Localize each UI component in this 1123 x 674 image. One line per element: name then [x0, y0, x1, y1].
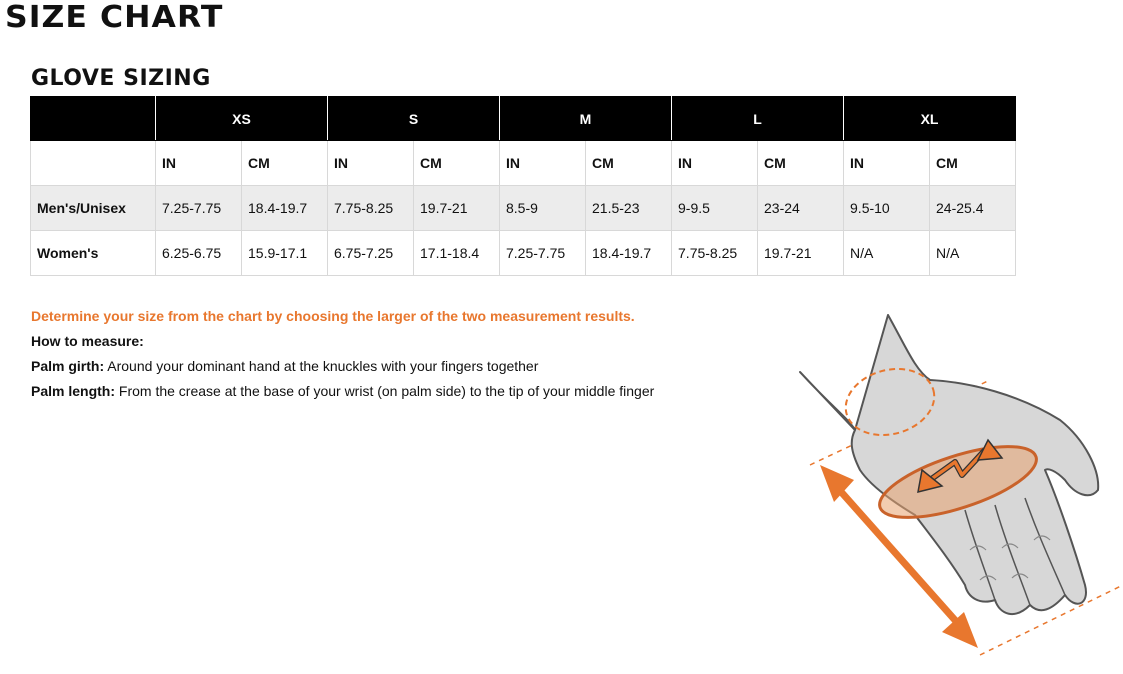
palm-girth-text: Around your dominant hand at the knuckles with your fingers together [104, 358, 539, 374]
unit-in: IN [844, 141, 930, 186]
table-cell: 18.4-19.7 [586, 231, 672, 276]
palm-length-text: From the crease at the base of your wrist (on palm side) to the tip of your middle finger [115, 383, 655, 399]
table-cell: 7.25-7.75 [500, 231, 586, 276]
measurement-notes [31, 304, 654, 404]
unit-cm: CM [414, 141, 500, 186]
how-to-measure-heading: How to measure: [31, 333, 144, 349]
row-label: Women's [31, 231, 156, 276]
table-cell: N/A [844, 231, 930, 276]
unit-cm: CM [242, 141, 328, 186]
table-cell: 19.7-21 [758, 231, 844, 276]
glove-size-table [30, 96, 1016, 276]
table-cell: N/A [930, 231, 1016, 276]
palm-length-label: Palm length: [31, 383, 116, 399]
table-row-womens [31, 231, 1016, 276]
table-cell: 6.75-7.25 [328, 231, 414, 276]
unit-row-label [31, 141, 156, 186]
size-header-l: L [672, 97, 844, 141]
table-cell: 21.5-23 [586, 186, 672, 231]
size-header-m: M [500, 97, 672, 141]
unit-in: IN [328, 141, 414, 186]
table-cell: 6.25-6.75 [156, 231, 242, 276]
table-row-mens [31, 186, 1016, 231]
unit-cm: CM [930, 141, 1016, 186]
unit-in: IN [156, 141, 242, 186]
table-cell: 19.7-21 [414, 186, 500, 231]
table-cell: 23-24 [758, 186, 844, 231]
row-label: Men's/Unisex [31, 186, 156, 231]
table-cell: 17.1-18.4 [414, 231, 500, 276]
size-header-xs: XS [156, 97, 328, 141]
unit-in: IN [672, 141, 758, 186]
unit-in: IN [500, 141, 586, 186]
page-title: SIZE CHART [5, 0, 224, 35]
unit-cm: CM [758, 141, 844, 186]
hand-measurement-icon [790, 310, 1123, 670]
palm-girth-note [31, 354, 654, 379]
sizing-instruction: Determine your size from the chart by choosing the larger of the two measurement results. [31, 308, 635, 324]
unit-header-row [31, 141, 1016, 186]
size-header-xl: XL [844, 97, 1016, 141]
table-cell: 9-9.5 [672, 186, 758, 231]
size-header-s: S [328, 97, 500, 141]
table-cell: 9.5-10 [844, 186, 930, 231]
palm-length-note [31, 379, 654, 404]
table-cell: 18.4-19.7 [242, 186, 328, 231]
table-cell: 7.75-8.25 [328, 186, 414, 231]
table-cell: 24-25.4 [930, 186, 1016, 231]
unit-cm: CM [586, 141, 672, 186]
size-header-row [31, 97, 1016, 141]
table-cell: 7.25-7.75 [156, 186, 242, 231]
table-cell: 15.9-17.1 [242, 231, 328, 276]
table-cell: 7.75-8.25 [672, 231, 758, 276]
table-cell: 8.5-9 [500, 186, 586, 231]
section-title: GLOVE SIZING [31, 66, 211, 91]
palm-girth-label: Palm girth: [31, 358, 105, 374]
corner-cell [31, 97, 156, 141]
